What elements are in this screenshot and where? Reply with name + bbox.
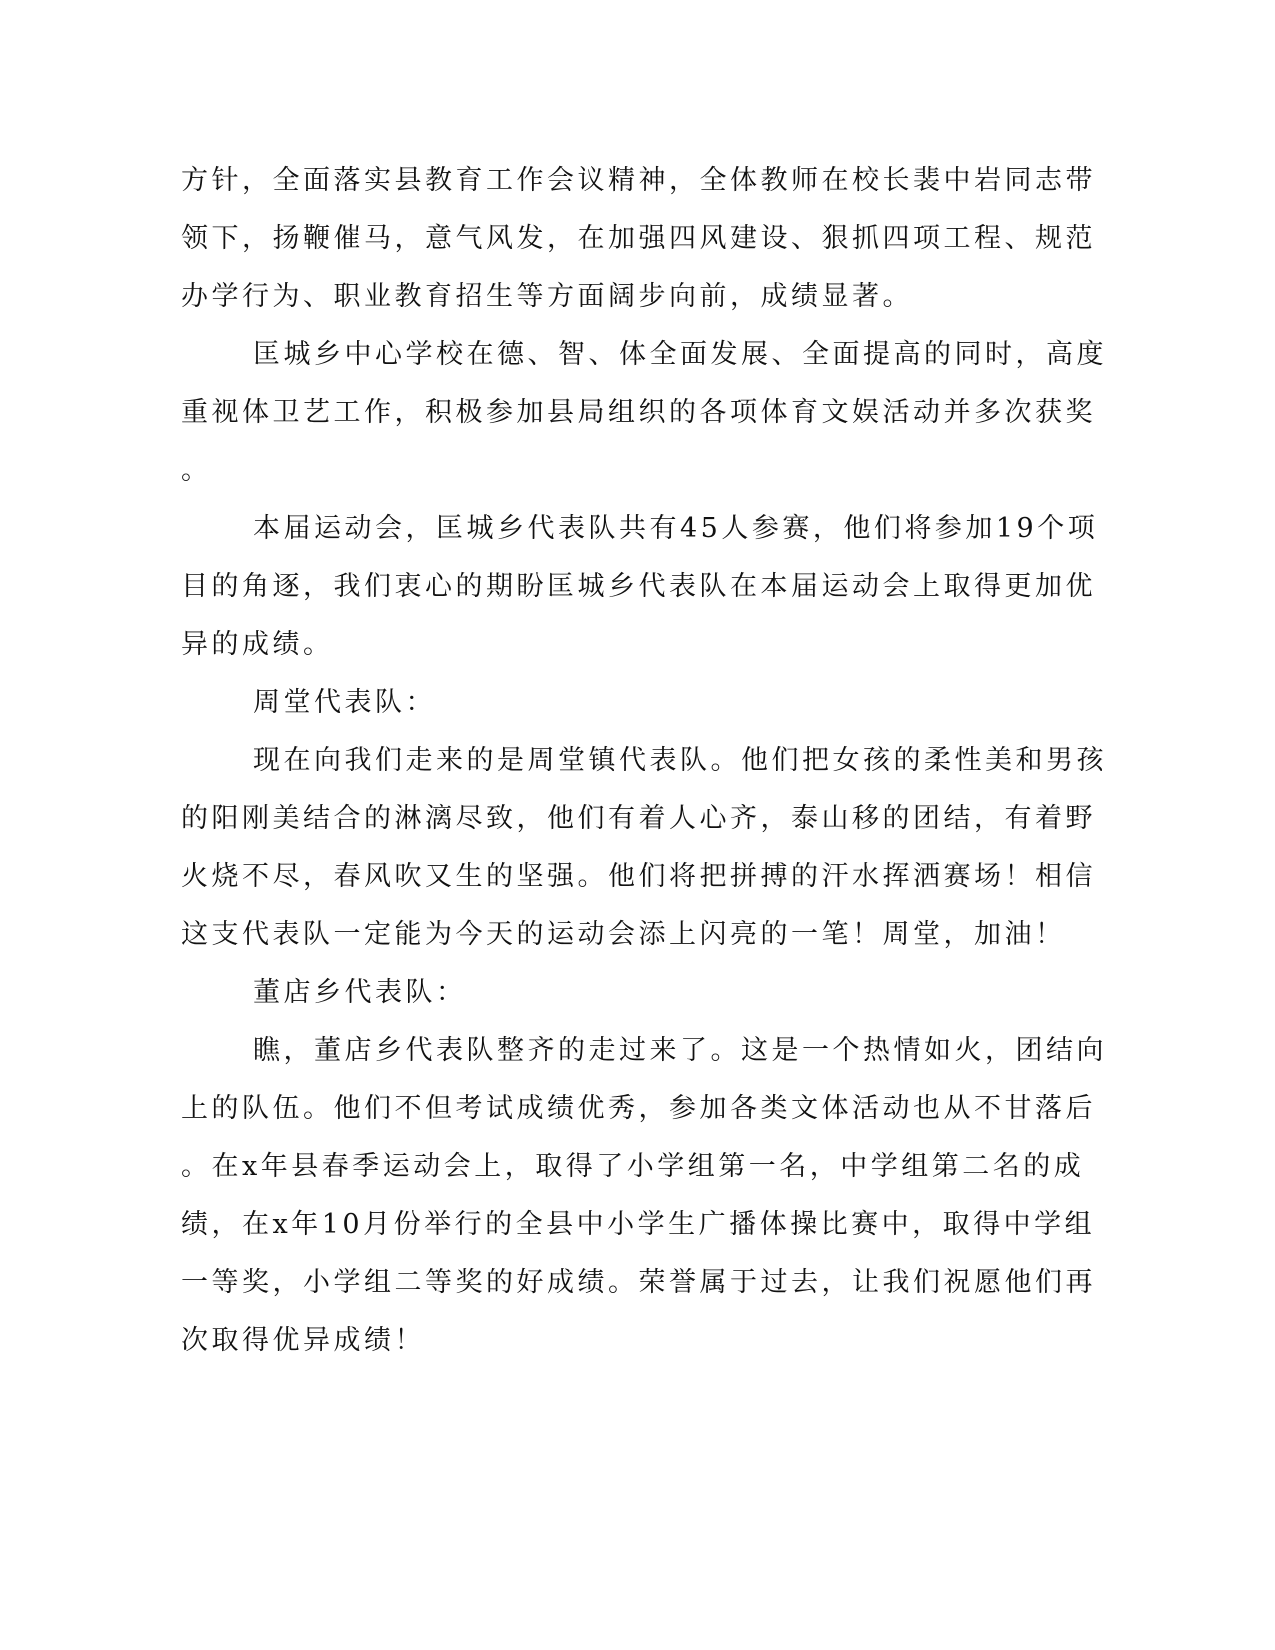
- text-line: 目的角逐，我们衷心的期盼匡城乡代表队在本届运动会上取得更加优: [181, 571, 1096, 602]
- section-heading: 董店乡代表队：: [253, 977, 467, 1008]
- text-line: 次取得优异成绩！: [181, 1325, 425, 1356]
- document-body: [181, 152, 1107, 1370]
- text-line: 火烧不尽，春风吹又生的坚强。他们将把拼搏的汗水挥洒赛场！相信: [181, 861, 1096, 892]
- text-line: 办学行为、职业教育招生等方面阔步向前，成绩显著。: [181, 281, 913, 312]
- text-line: 。在x年县春季运动会上，取得了小学组第一名，中学组第二名的成: [181, 1151, 1085, 1182]
- text-line: 重视体卫艺工作，积极参加县局组织的各项体育文娱活动并多次获奖: [181, 397, 1096, 428]
- text-line: 绩，在x年10月份举行的全县中小学生广播体操比赛中，取得中学组: [181, 1209, 1096, 1240]
- text-line: 。: [181, 455, 212, 486]
- text-line: 本届运动会，匡城乡代表队共有45人参赛，他们将参加19个项: [253, 513, 1099, 544]
- text-line: 匡城乡中心学校在德、智、体全面发展、全面提高的同时，高度: [253, 339, 1107, 370]
- text-line: 一等奖，小学组二等奖的好成绩。荣誉属于过去，让我们祝愿他们再: [181, 1267, 1096, 1298]
- text-line: 上的队伍。他们不但考试成绩优秀，参加各类文体活动也从不甘落后: [181, 1093, 1096, 1124]
- section-heading: 周堂代表队：: [253, 687, 436, 718]
- text-line: 方针，全面落实县教育工作会议精神，全体教师在校长裴中岩同志带: [181, 165, 1096, 196]
- text-line: 现在向我们走来的是周堂镇代表队。他们把女孩的柔性美和男孩: [253, 745, 1107, 776]
- text-line: 的阳刚美结合的淋漓尽致，他们有着人心齐，泰山移的团结，有着野: [181, 803, 1096, 834]
- text-line: 领下，扬鞭催马，意气风发，在加强四风建设、狠抓四项工程、规范: [181, 223, 1096, 254]
- text-line: 瞧，董店乡代表队整齐的走过来了。这是一个热情如火，团结向: [253, 1035, 1107, 1066]
- text-line: 这支代表队一定能为今天的运动会添上闪亮的一笔！周堂，加油！: [181, 919, 1066, 950]
- text-line: 异的成绩。: [181, 629, 334, 660]
